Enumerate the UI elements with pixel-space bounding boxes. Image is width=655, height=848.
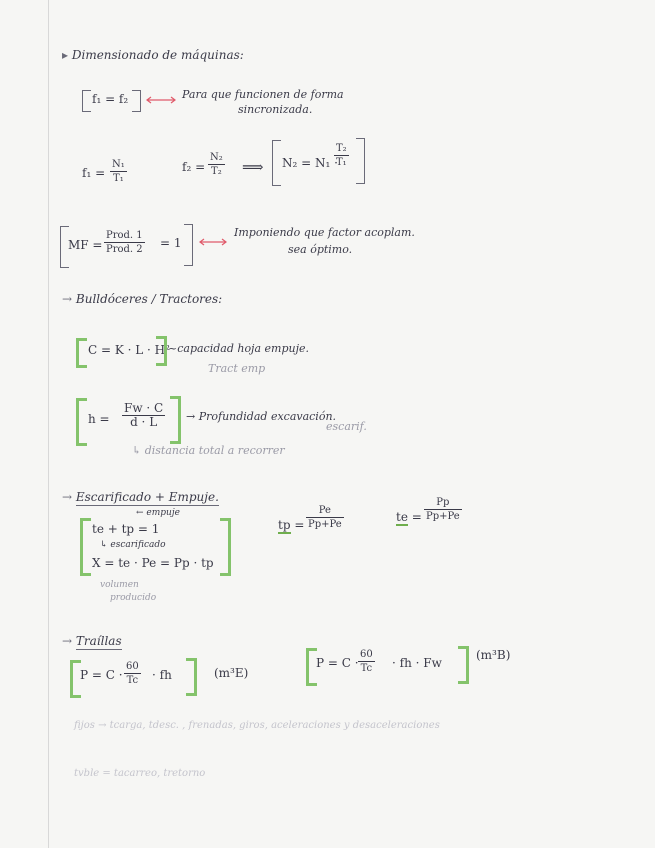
green-bracket-right — [156, 336, 167, 366]
f1-lhs: f₁ = — [82, 166, 106, 180]
fraction-h: $\frac{Fw \cdot C}{d \cdot L}$ — [124, 401, 164, 429]
mf-lhs: MF = — [68, 238, 103, 252]
label-volumen: volumen — [100, 580, 139, 590]
equation-x: X = te · Pe = Pp · tp — [92, 556, 214, 570]
double-arrow-icon — [198, 238, 228, 246]
note-distancia: ↳ distancia total a recorrer — [132, 444, 285, 457]
n2-lhs: N₂ = N₁ · — [282, 156, 338, 170]
section-heading-trailas: → Traíllas — [62, 634, 122, 648]
fraction-tp: $\frac{Pe}{Pp+Pe}$ — [308, 505, 342, 530]
h-lhs: h = — [88, 412, 110, 426]
green-bracket-right — [220, 518, 231, 576]
bracket-left — [272, 140, 281, 186]
label-empuje-small: ← empuje — [136, 508, 180, 518]
p2-rhs: · fh · Fw — [392, 656, 442, 670]
p1-lhs: P = C · — [80, 668, 123, 682]
green-bracket-right — [186, 658, 197, 696]
equation-f1-f2: f₁ = f₂ — [92, 92, 129, 106]
p2-lhs: P = C · — [316, 656, 359, 670]
fraction-f2: $\frac{\text{N₂}}{\text{T₂}}$ — [210, 152, 223, 177]
p1-unit: (m³E) — [214, 666, 249, 680]
green-bracket-right — [458, 646, 469, 684]
fraction-n2: $\frac{\text{T₂}}{\text{T₁}}$ — [336, 143, 347, 168]
bracket-right — [132, 90, 141, 112]
tp-lhs: tp = — [278, 518, 305, 532]
label-producido: producido — [110, 593, 157, 603]
fraction-f1: $\frac{\text{N₁}}{\text{T₁}}$ — [112, 159, 125, 184]
f2-lhs: f₂ = — [182, 160, 206, 174]
implies-arrow-icon: ⟹ — [242, 158, 264, 176]
p1-rhs: · fh — [152, 668, 172, 682]
fraction-p2: $\frac{60}{Tc}$ — [360, 649, 373, 674]
p2-unit: (m³B) — [476, 648, 511, 662]
bracket-left — [82, 90, 91, 112]
double-arrow-icon — [145, 96, 177, 104]
fraction-p1: $\frac{60}{Tc}$ — [126, 661, 139, 686]
note-sync-line1: Para que funcionen de forma — [182, 88, 344, 101]
bracket-right — [356, 138, 365, 184]
note-profundidad: → Profundidad excavación. — [186, 410, 337, 423]
section-heading-dimensionado: ▸ Dimensionado de máquinas: — [62, 48, 244, 62]
faint-tract-emp: Tract emp — [208, 362, 266, 375]
note-acoplamiento-line1: Imponiendo que factor acoplam. — [234, 226, 415, 239]
note-sync-line2: sincronizada. — [238, 103, 313, 116]
green-bracket-right — [170, 396, 181, 444]
mf-equals-one: = 1 — [160, 236, 182, 250]
te-lhs: te = — [396, 510, 422, 524]
note-tiempos-variables: tvble = tacarreo, tretorno — [74, 768, 206, 779]
margin-line — [48, 0, 49, 848]
bracket-right — [184, 224, 193, 266]
green-bracket-left — [76, 338, 87, 368]
equation-te-tp: te + tp = 1 — [92, 522, 160, 536]
fraction-te: $\frac{Pp}{Pp+Pe}$ — [426, 497, 460, 522]
note-capacidad: ~capacidad hoja empuje. — [168, 342, 310, 355]
note-tiempos-fijos: fijos → tcarga, tdesc. , frenadas, giros, aceleraciones y desaceleraciones — [74, 720, 440, 731]
green-bracket-left — [80, 518, 91, 576]
fraction-mf: Prod. 1 Prod. 2 — [106, 230, 143, 255]
section-heading-escarificado: → Escarificado + Empuje. — [62, 490, 219, 504]
equation-capacity: C = K · L · H² — [88, 343, 170, 357]
section-heading-bulldoceres: → Bulldóceres / Tractores: — [62, 292, 223, 306]
label-escarificado-small: ↳ escarificado — [100, 540, 166, 550]
note-acoplamiento-line2: sea óptimo. — [288, 243, 353, 256]
green-bracket-left — [76, 398, 87, 446]
faint-escarif: escarif. — [326, 420, 367, 433]
